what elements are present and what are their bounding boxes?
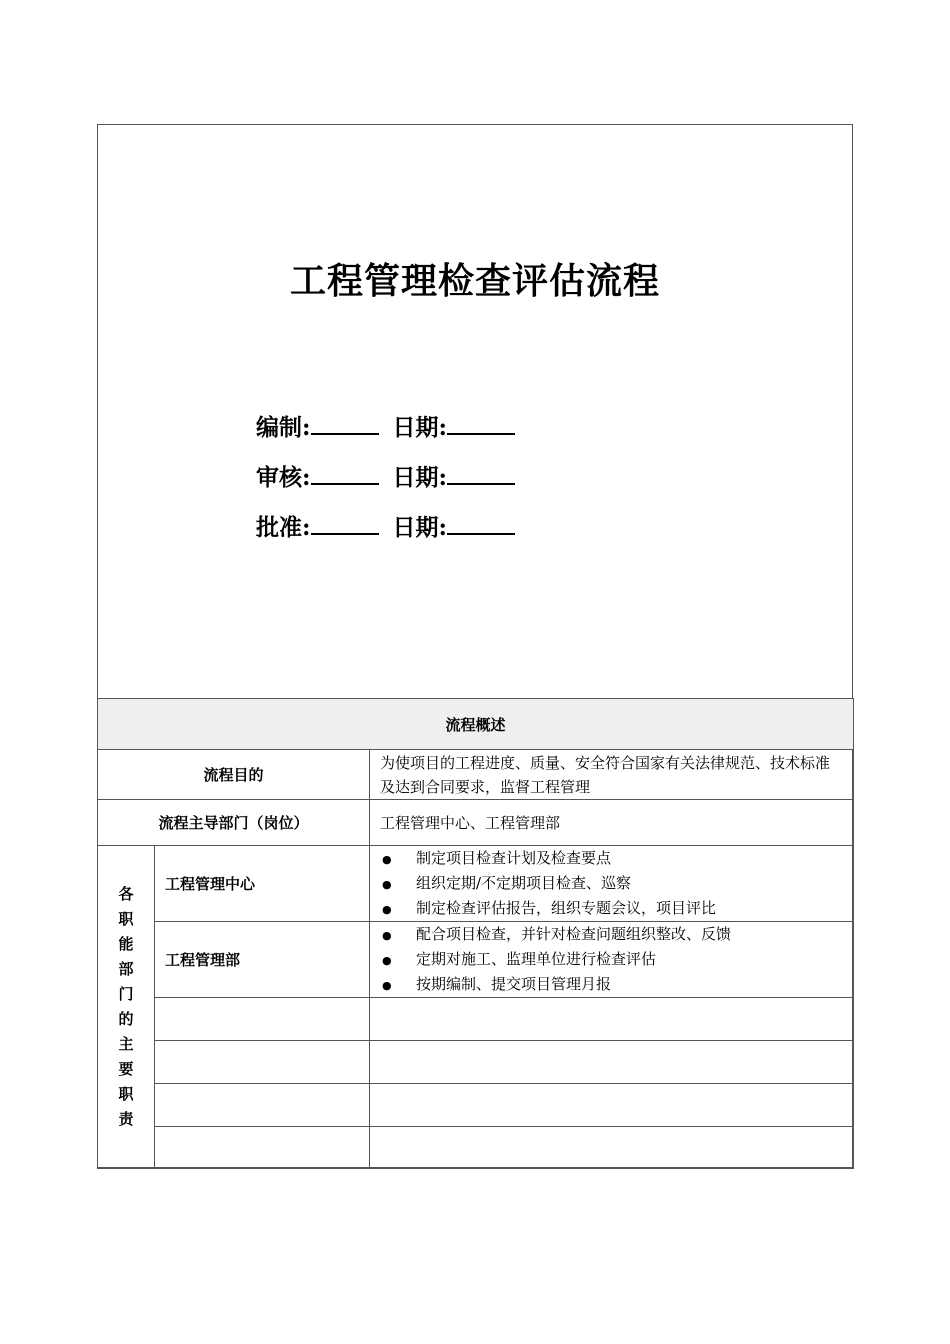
duty-item <box>382 972 853 997</box>
empty-cell <box>370 998 854 1041</box>
duties-label-char: 各 <box>118 885 134 903</box>
signature-blank[interactable] <box>311 411 379 435</box>
duties-label-char: 能 <box>118 935 134 953</box>
duty-item <box>382 846 853 871</box>
duties-label-char: 责 <box>118 1110 134 1128</box>
overview-heading: 流程概述 <box>98 699 854 750</box>
duty-item <box>382 871 853 896</box>
overview-table <box>97 698 854 1169</box>
duties-label-char: 主 <box>118 1035 134 1053</box>
signature-row-prepared <box>256 409 515 459</box>
date-blank[interactable] <box>447 461 515 485</box>
empty-cell <box>370 1041 854 1084</box>
cover-section <box>98 125 852 699</box>
signature-blank[interactable] <box>311 511 379 535</box>
duty-text: 定期对施工、监理单位进行检查评估 <box>416 950 657 968</box>
bullet-icon: ● <box>382 903 392 916</box>
empty-cell <box>155 998 370 1041</box>
duties-list <box>370 922 853 997</box>
empty-cell <box>155 1084 370 1127</box>
date-label: 日期: <box>392 414 447 441</box>
duty-text: 配合项目检查，并针对检查问题组织整改、反馈 <box>416 925 732 943</box>
empty-cell <box>370 1127 854 1169</box>
signature-label: 批准: <box>256 514 311 541</box>
duty-text: 按期编制、提交项目管理月报 <box>416 975 612 993</box>
duties-label-char: 部 <box>118 960 134 978</box>
purpose-label: 流程目的 <box>98 750 370 800</box>
date-blank[interactable] <box>447 411 515 435</box>
duties-label-char: 职 <box>118 910 134 928</box>
bullet-icon: ● <box>382 954 392 967</box>
duty-item <box>382 947 853 972</box>
department-duties-cell <box>370 922 854 998</box>
document-title: 工程管理检查评估流程 <box>289 260 660 302</box>
date-blank[interactable] <box>447 511 515 535</box>
bullet-icon: ● <box>382 979 392 992</box>
signature-row-approved <box>256 509 515 559</box>
bullet-icon: ● <box>382 929 392 942</box>
empty-cell <box>155 1041 370 1084</box>
department-name: 工程管理部 <box>155 922 370 998</box>
duties-label-char: 的 <box>118 1010 134 1028</box>
signature-label: 编制: <box>256 414 311 441</box>
signature-label: 审核: <box>256 464 311 491</box>
department-duties-cell <box>370 846 854 922</box>
empty-cell <box>370 1084 854 1127</box>
duty-item <box>382 922 853 947</box>
signature-blank[interactable] <box>311 461 379 485</box>
duties-label-char: 要 <box>118 1060 134 1078</box>
bullet-icon: ● <box>382 878 392 891</box>
date-label: 日期: <box>392 514 447 541</box>
duty-item <box>382 896 853 921</box>
duties-list <box>370 846 853 921</box>
document-frame <box>97 124 853 1168</box>
duties-section-label <box>98 846 155 1169</box>
duty-text: 制定检查评估报告，组织专题会议，项目评比 <box>416 899 717 917</box>
department-name: 工程管理中心 <box>155 846 370 922</box>
duties-label-char: 职 <box>118 1085 134 1103</box>
empty-cell <box>155 1127 370 1169</box>
lead-department-label: 流程主导部门（岗位） <box>98 800 370 846</box>
purpose-text: 为使项目的工程进度、质量、安全符合国家有关法律规范、技术标准及达到合同要求，监督工程管理 <box>370 750 854 800</box>
duties-label-char: 门 <box>118 985 134 1003</box>
signature-row-reviewed <box>256 459 515 509</box>
signature-block <box>256 409 515 559</box>
duties-vertical-label <box>98 882 154 1132</box>
lead-department-text: 工程管理中心、工程管理部 <box>370 800 854 846</box>
duty-text: 组织定期/不定期项目检查、巡察 <box>416 874 632 892</box>
bullet-icon: ● <box>382 853 392 866</box>
date-label: 日期: <box>392 464 447 491</box>
duty-text: 制定项目检查计划及检查要点 <box>416 849 612 867</box>
